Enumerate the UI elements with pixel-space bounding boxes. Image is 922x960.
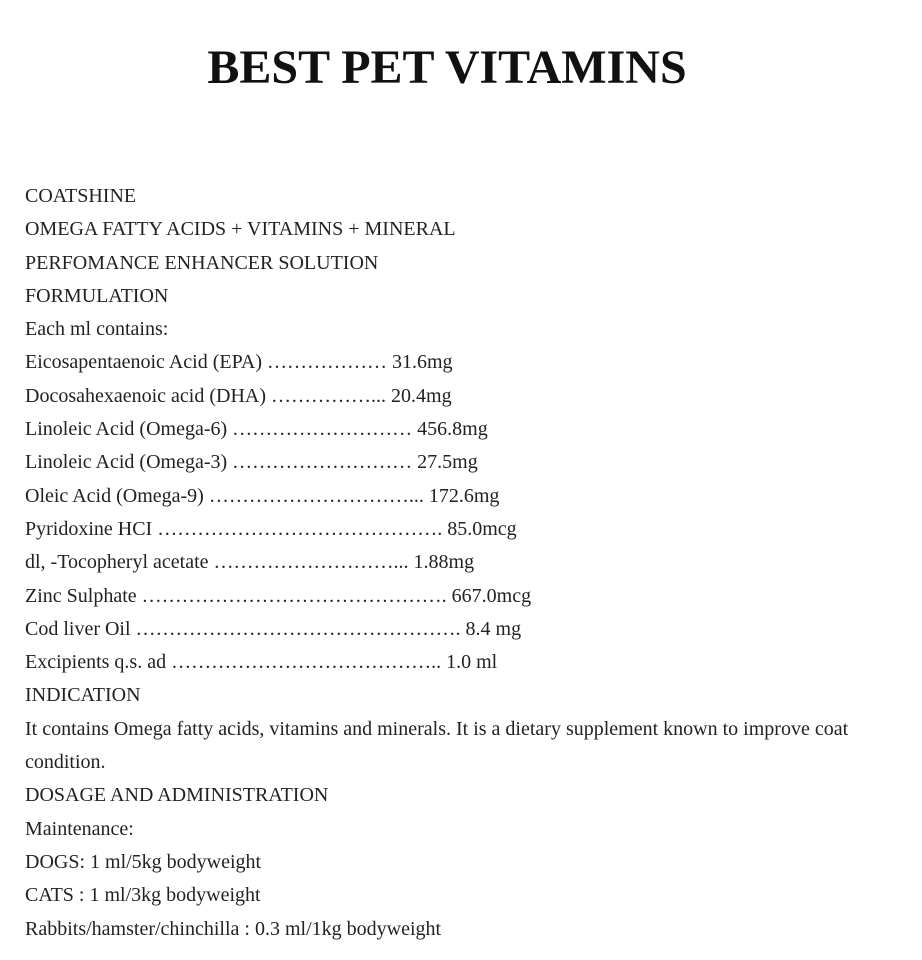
ingredient-item: Oleic Acid (Omega-9) …………………………... 172.6mg [25, 484, 500, 507]
ingredient-list [25, 346, 885, 679]
ingredient-item: Excipients q.s. ad ………………………………….. 1.0 ml [25, 651, 498, 674]
product-subtitle: OMEGA FATTY ACIDS + VITAMINS + MINERAL [25, 218, 456, 241]
dosage-item: Rabbits/hamster/chinchilla : 0.3 ml/1kg bodyweight [25, 917, 442, 940]
product-description [25, 180, 885, 946]
dosage-item: DOGS: 1 ml/5kg bodyweight [25, 850, 262, 873]
ingredient-item: Docosahexaenoic acid (DHA) ……………... 20.4mg [25, 384, 452, 407]
dosage-item: CATS : 1 ml/3kg bodyweight [25, 884, 261, 907]
dosage-list [25, 846, 885, 946]
ingredient-item: Cod liver Oil …………………………………………. 8.4 mg [25, 617, 522, 640]
page-title: BEST PET VITAMINS [207, 41, 687, 94]
ingredient-item: Zinc Sulphate ………………………………………. 667.0mcg [25, 584, 532, 607]
formulation-intro: Each ml contains: [25, 318, 169, 341]
product-name: COATSHINE [25, 185, 137, 207]
ingredient-item: Linoleic Acid (Omega-3) ……………………… 27.5mg [25, 451, 478, 474]
indication-text: It contains Omega fatty acids, vitamins and minerals. It is a dietary supplement known to improve coat condition. [25, 717, 849, 774]
ingredient-item: dl, -Tocopheryl acetate ………………………... 1.88mg [25, 551, 475, 574]
product-tagline: PERFOMANCE ENHANCER SOLUTION [25, 251, 379, 274]
dosage-intro: Maintenance: [25, 817, 134, 840]
ingredient-item: Eicosapentaenoic Acid (EPA) ……………… 31.6mg [25, 351, 453, 374]
indication-heading: INDICATION [25, 684, 141, 707]
ingredient-item: Linoleic Acid (Omega-6) ……………………… 456.8mg [25, 418, 488, 441]
formulation-heading: FORMULATION [25, 284, 169, 307]
ingredient-item: Pyridoxine HCI ……………………………………. 85.0mcg [25, 517, 517, 540]
dosage-heading: DOSAGE AND ADMINISTRATION [25, 784, 329, 807]
